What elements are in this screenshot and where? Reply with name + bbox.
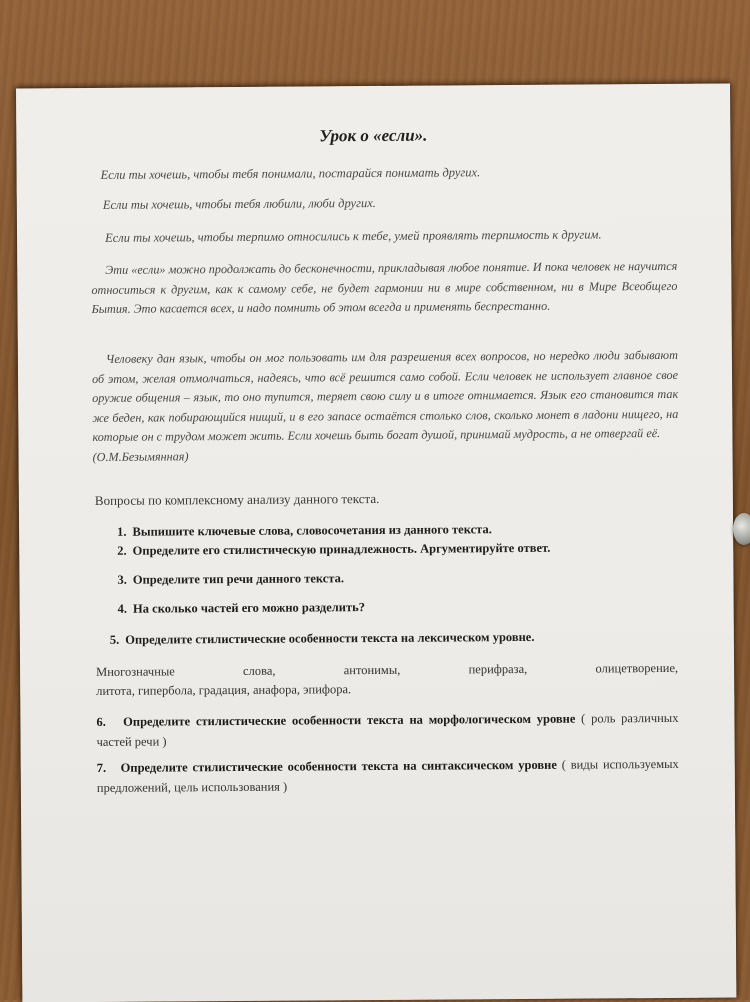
question-1 xyxy=(117,522,492,540)
terms-line-2: литота, гипербола, градация, анафора, эпифора. xyxy=(96,682,352,698)
question-text: Определите тип речи данного текста. xyxy=(132,571,345,587)
question-number: 1. xyxy=(117,524,127,539)
questions-intro: Вопросы по комплексному анализу данного текста. xyxy=(94,490,380,508)
question-text: Выпишите ключевые слова, словосочетания из данного текста. xyxy=(132,522,492,539)
question-number: 4. xyxy=(117,601,128,616)
question-6 xyxy=(96,708,678,752)
terms-block xyxy=(96,659,678,701)
question-number: 2. xyxy=(117,543,127,558)
term: слова, xyxy=(242,663,276,678)
question-2 xyxy=(117,541,550,559)
question-text: Определите его стилистическую принадлежность. Аргументируйте ответ. xyxy=(132,540,551,558)
question-text: Определите стилистические особенности текста на морфологическом уровне xyxy=(123,711,576,729)
question-note: ( роль различных частей речи ) xyxy=(96,710,679,749)
document-title: Урок о «если». xyxy=(319,125,428,146)
paragraph-2-block xyxy=(92,346,679,467)
paragraph-1: Эти «если» можно продолжать до бесконечности, прикладывая любое понятие. И пока человек не научится относиться к другим, как к самому себе, не будет гармонии ни в мире собственном, ни в Мире Всеобщего Бытия. Это касается всех, и надо помнить об этом всегда и применять беспрестанно. xyxy=(91,258,678,316)
question-number: 3. xyxy=(117,572,127,587)
question-number: 5. xyxy=(109,632,120,647)
question-text: На сколько частей его можно разделить? xyxy=(132,600,366,616)
terms-line-1 xyxy=(96,659,678,682)
question-number: 7. xyxy=(96,760,107,775)
document-page xyxy=(16,84,736,1002)
question-3 xyxy=(117,571,344,588)
binder-bolt xyxy=(733,513,750,545)
term: Многозначные xyxy=(96,664,175,679)
question-note: ( виды используемых предложений, цель использования ) xyxy=(96,756,679,795)
epigraph-2: Если ты хочешь, чтобы тебя любили, люби других. xyxy=(102,195,376,212)
term: антонимы, xyxy=(343,662,401,678)
question-4 xyxy=(118,600,365,617)
question-7 xyxy=(97,754,679,798)
term: олицетворение, xyxy=(595,660,679,676)
question-text: Определите стилистические особенности текста на лексическом уровне. xyxy=(125,629,535,647)
question-5 xyxy=(110,630,535,648)
question-text: Определите стилистические особенности текста на синтаксическом уровне xyxy=(120,757,557,775)
term: перифраза, xyxy=(468,661,528,677)
paragraph-2: Человеку дан язык, чтобы он мог пользовать им для разрешения всех вопросов, но нередко люди забывают об этом, желая отмолчаться, надеясь, что всё решится само собой. Если человек не использует главное свое оружие общения – язык, то оно тупится, теряет свою силу и в итоге отнимается. Язык его становится так же беден, как побирающийся нищий, и в его запасе остаётся столько слов, сколько монет в ладони нищего, на которые он с трудом может жить. Если хочешь быть богат душой, принимай мудрость, а не отвергай её. xyxy=(91,347,679,444)
epigraph-3: Если ты хочешь, чтобы терпимо относились к тебе, умей проявлять терпимость к другим. xyxy=(105,227,602,245)
author-signature: (О.М.Безымянная) xyxy=(92,448,189,464)
epigraph-1: Если ты хочешь, чтобы тебя понимали, постарайся понимать других. xyxy=(100,165,481,182)
question-number: 6. xyxy=(96,714,106,729)
